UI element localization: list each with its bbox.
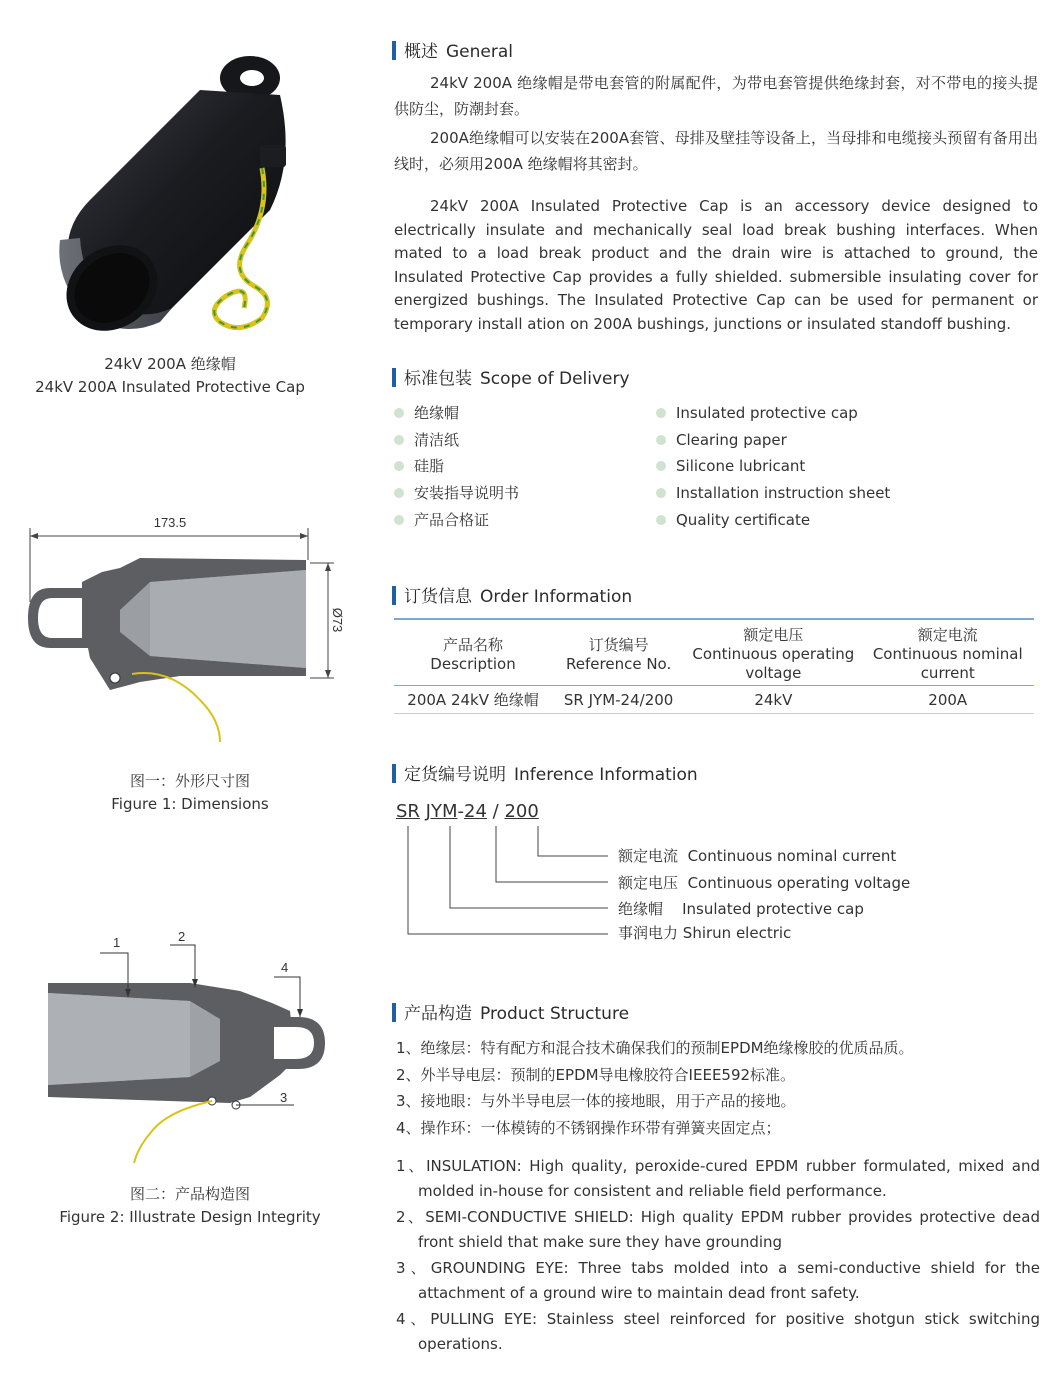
figure2-caption-cn: 图二：产品构造图 [129,1185,250,1203]
figure2-label-4: 4 [281,960,289,975]
accent-bar [392,764,396,783]
figure2-label-1: 1 [113,935,121,950]
bullet-icon [656,408,666,418]
figure2-label-2: 2 [178,929,186,944]
figure2-structure-drawing [40,925,340,1170]
order-col-voltage: 额定电压 Continuous operating voltage [685,619,861,686]
general-title-en: General [446,42,513,62]
code-separator: / [492,801,499,822]
legend-current: 额定电流 Continuous nominal current [618,847,897,865]
dim-diameter-label: Ø73 [330,607,345,633]
legend-voltage: 额定电压 Continuous operating voltage [618,874,911,892]
structure-title-cn: 产品构造 [404,1004,472,1024]
list-item: 4、PULLING EYE: Stainless steel reinforced for positive shotgun stick switching operations. [396,1310,1040,1353]
list-item: 4、操作环：一体模铸的不锈钢操作环带有弹簧夹固定点； [396,1118,781,1137]
figure1-dimensions-drawing [20,510,360,750]
product-photo [40,50,330,340]
accent-bar [392,586,396,605]
figure1-caption [30,770,350,816]
code-part-jym: JYM [425,801,458,822]
table-cell: SR JYM-24/200 [552,686,685,714]
legend-company: 事润电力 Shirun electric [618,924,792,942]
code-part-current: 200 [504,801,539,822]
general-p1-cn: 24kV 200A 绝缘帽是带电套管的附属配件，为带电套管提供绝缘封套，对不带电的接头提供防尘，防潮封套。 [394,74,1038,118]
figure1-caption-en: Figure 1: Dimensions [111,795,269,813]
list-item: Silicone lubricant [656,453,890,480]
accent-bar [392,368,396,387]
order-title-en: Order Information [480,587,633,607]
inference-section-title [392,760,698,785]
list-item: 清洁纸 [394,427,519,454]
general-p2-cn: 200A绝缘帽可以安装在200A套管、母排及壁挂等设备上，当母排和电缆接头预留有备用出线时，必须用200A 绝缘帽将其密封。 [394,129,1038,173]
list-item: 1、绝缘层：特有配方和混合技术确保我们的预制EPDM绝缘橡胶的优质品质。 [396,1039,914,1057]
table-cell: 24kV [685,686,861,714]
code-part-voltage: 24 [464,801,487,822]
figure1-caption-cn: 图一：外形尺寸图 [129,772,250,790]
list-item: Installation instruction sheet [656,480,890,507]
order-col-description: 产品名称 Description [394,619,552,686]
bullet-icon [394,408,404,418]
list-item: 2、SEMI-CONDUCTIVE SHIELD: High quality EPDM rubber provides protective dead front shield that make sure they have grounding [396,1208,1040,1251]
legend-cap: 绝缘帽 Insulated protective cap [618,900,864,918]
table-row [394,686,1034,714]
delivery-section-title [392,364,630,389]
order-section-title [392,582,632,607]
inference-leader-lines [396,824,626,942]
structure-list-cn [396,1035,1040,1141]
general-p-en: 24kV 200A Insulated Protective Cap is an accessory device designed to electrically insulate and mechanically seal load break bushing interfaces. When mated to a load break product and the drain wire is attached to ground, the Insulated Protective Cap provides a fully shielded. submersible insulating cover for energized bushings. The Insulated Protective Cap can be used for permanent or temporary install ation on 200A bushings, junctions or insulated standoff bushing. [394,197,1038,333]
product-caption-en: 24kV 200A Insulated Protective Cap [35,378,305,396]
order-table [394,618,1034,714]
delivery-list-cn [394,400,519,533]
figure2-caption-en: Figure 2: Illustrate Design Integrity [59,1208,321,1226]
bullet-icon [394,515,404,525]
list-item: Quality certificate [656,507,890,534]
order-title-cn: 订货信息 [404,587,472,607]
delivery-title-en: Scope of Delivery [480,369,630,389]
bullet-icon [394,461,404,471]
list-item: 绝缘帽 [394,400,519,427]
general-section-title [392,37,513,62]
table-cell: 200A 24kV 绝缘帽 [394,686,552,714]
list-item: 3、接地眼：与外半导电层一体的接地眼，用于产品的接地。 [396,1092,796,1110]
code-separator: - [457,801,465,822]
bullet-icon [394,435,404,445]
structure-section-title [392,999,629,1024]
delivery-title-cn: 标准包装 [404,369,472,389]
product-caption-cn: 24kV 200A 绝缘帽 [104,355,236,373]
figure2-caption [30,1183,350,1229]
list-item: 安装指导说明书 [394,480,519,507]
bullet-icon [394,488,404,498]
code-part-sr: SR [396,801,420,822]
bullet-icon [656,515,666,525]
list-item: 3、GROUNDING EYE: Three tabs molded into a semi-conductive shield for the attachment of a ground wire to maintain dead front safety. [396,1259,1040,1302]
bullet-icon [656,435,666,445]
dim-length-label: 173.5 [153,515,187,530]
list-item: 产品合格证 [394,507,519,534]
order-col-current: 额定电流 Continuous nominal current [862,619,1035,686]
bullet-icon [656,461,666,471]
general-title-cn: 概述 [404,42,438,62]
order-col-reference: 订货编号 Reference No. [552,619,685,686]
accent-bar [392,1003,396,1022]
inference-title-cn: 定货编号说明 [404,765,506,785]
reference-code [396,801,539,822]
table-cell: 200A [862,686,1035,714]
list-item: 1、INSULATION: High quality, peroxide-cured EPDM rubber formulated, mixed and molded in-house for consistent and reliable field performance. [396,1157,1040,1200]
list-item: 硅脂 [394,453,519,480]
product-photo-caption [10,353,330,399]
list-item: Clearing paper [656,427,890,454]
delivery-list-en [656,400,890,533]
list-item: Insulated protective cap [656,400,890,427]
structure-list-en [396,1154,1040,1358]
inference-title-en: Inference Information [514,765,698,785]
figure2-label-3: 3 [280,1090,288,1105]
structure-title-en: Product Structure [480,1004,630,1024]
list-item: 2、外半导电层：预制的EPDM导电橡胶符合IEEE592标准。 [396,1065,796,1084]
bullet-icon [656,488,666,498]
accent-bar [392,41,396,60]
order-table-header [394,619,1034,686]
